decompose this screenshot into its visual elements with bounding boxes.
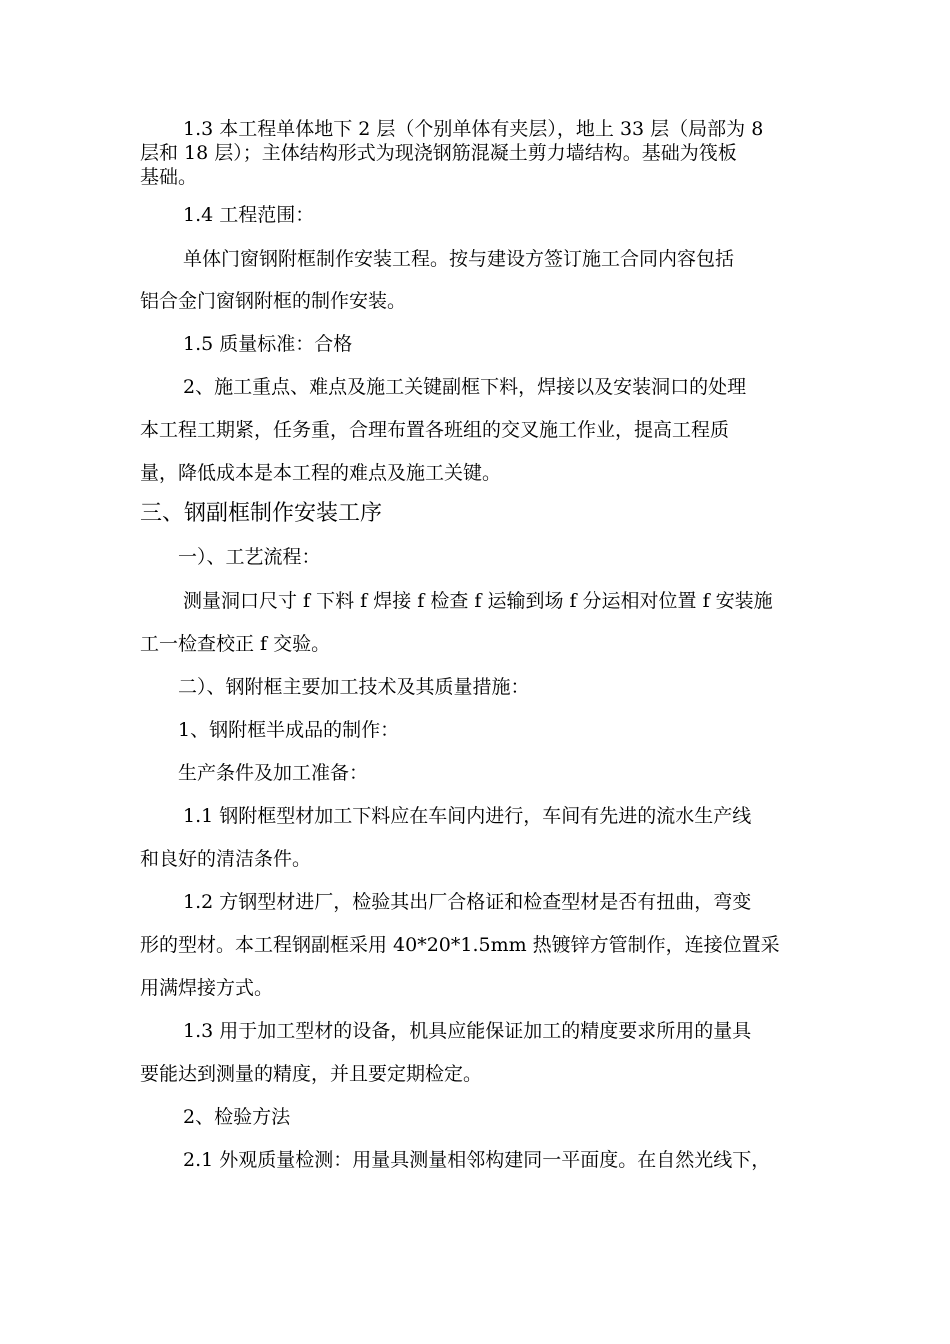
text-line: 1.4 工程范围： — [183, 204, 315, 226]
text-line: 单体门窗钢附框制作安装工程。按与建设方签订施工合同内容包括 — [183, 248, 735, 270]
text-line: 本工程工期紧，任务重，合理布置各班组的交叉施工作业，提高工程质 — [140, 419, 730, 441]
text-line: 1.3 用于加工型材的设备，机具应能保证加工的精度要求所用的量具 — [183, 1020, 752, 1042]
text-line: 层和 18 层）；主体结构形式为现浇钢筋混凝土剪力墙结构。基础为筏板 — [140, 142, 737, 164]
text-line: 和良好的清洁条件。 — [140, 848, 312, 870]
text-line: 测量洞口尺寸 f 下料 f 焊接 f 检查 f 运输到场 f 分运相对位置 f 安装施 — [183, 590, 773, 612]
text-line: 铝合金门窗钢附框的制作安装。 — [140, 290, 407, 312]
text-line: 1.3 本工程单体地下 2 层（个别单体有夹层），地上 33 层（局部为 8 — [183, 118, 764, 140]
text-line: 生产条件及加工准备： — [178, 762, 369, 784]
text-line: 2、检验方法 — [183, 1106, 291, 1128]
text-line: 1、钢附框半成品的制作： — [178, 719, 400, 741]
text-line: 1.5 质量标准：合格 — [183, 333, 353, 355]
text-line: 用满焊接方式。 — [140, 977, 274, 999]
text-line: 要能达到测量的精度，并且要定期检定。 — [140, 1063, 483, 1085]
text-line: 2.1 外观质量检测：用量具测量相邻构建同一平面度。在自然光线下， — [183, 1149, 771, 1171]
subsection-heading: 二）、钢附框主要加工技术及其质量措施： — [178, 676, 530, 698]
text-line: 1.2 方钢型材进厂，检验其出厂合格证和检查型材是否有扭曲，弯变 — [183, 891, 752, 913]
text-line: 基础。 — [140, 166, 198, 188]
section-heading: 三、钢副框制作安装工序 — [140, 501, 383, 526]
text-line: 1.1 钢附框型材加工下料应在车间内进行，车间有先进的流水生产线 — [183, 805, 752, 827]
text-line: 工一检查校正 f 交验。 — [140, 633, 331, 655]
text-line: 量，降低成本是本工程的难点及施工关键。 — [140, 462, 502, 484]
text-line: 形的型材。本工程钢副框采用 40*20*1.5mm 热镀锌方管制作，连接位置采 — [140, 934, 780, 956]
subsection-heading: 一）、工艺流程： — [178, 546, 321, 568]
text-line: 2、施工重点、难点及施工关键副框下料，焊接以及安装洞口的处理 — [183, 376, 747, 398]
